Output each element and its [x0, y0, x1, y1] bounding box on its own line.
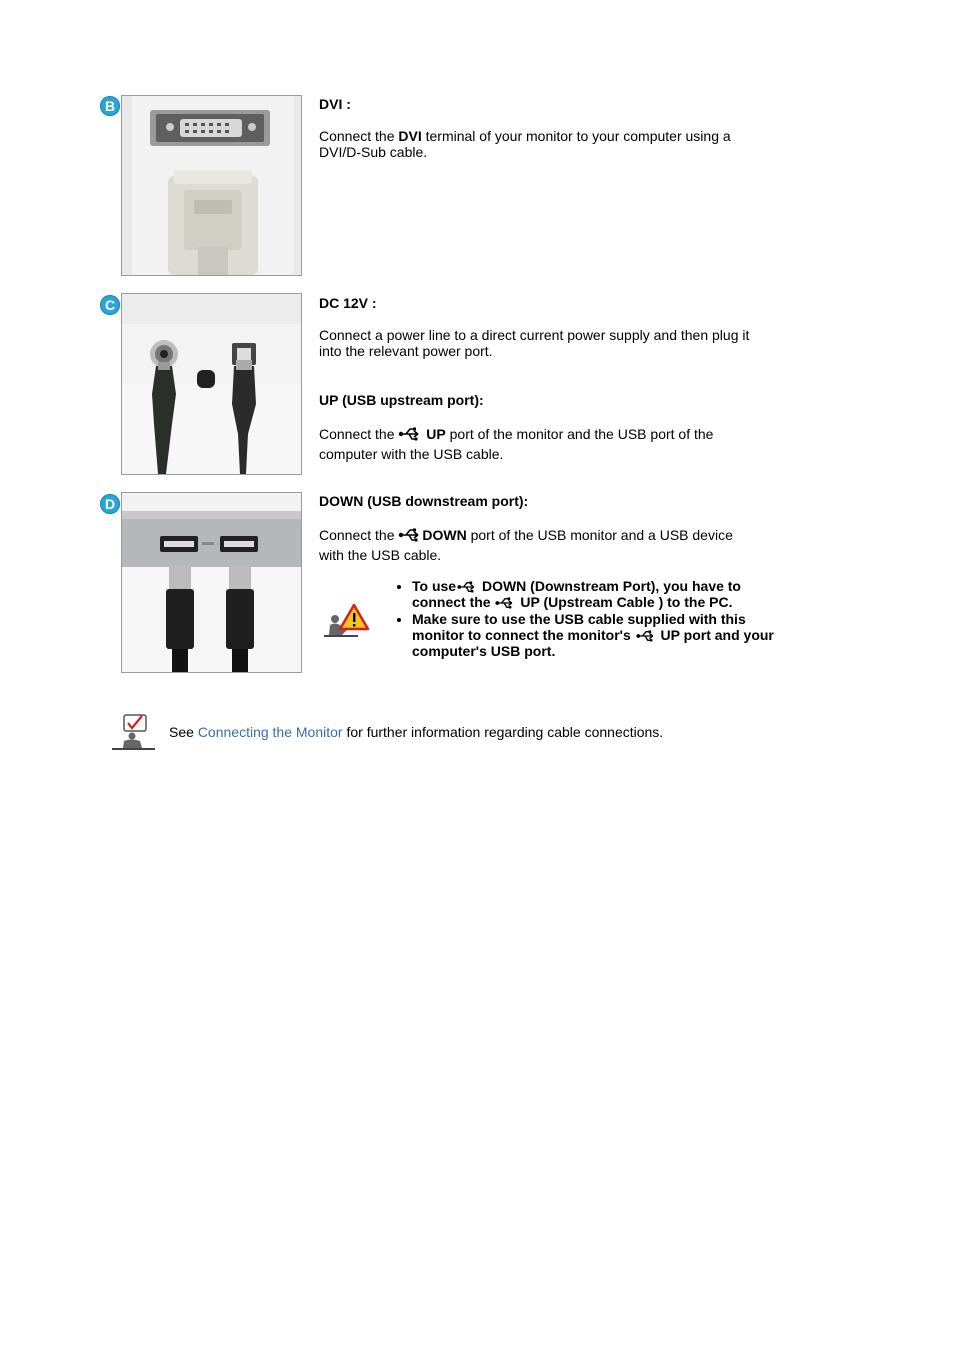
dvi-text-after: terminal of your monitor to your computer using a DVI/D-Sub cable. — [319, 128, 731, 160]
warning1-text-a: To use — [412, 578, 457, 594]
usb-icon — [398, 528, 422, 542]
usb-icon — [635, 630, 657, 642]
dvi-section — [319, 96, 759, 160]
note-text-after: for further information regarding cable connections. — [342, 724, 664, 740]
usb-down-heading: DOWN (USB downstream port): — [319, 493, 529, 509]
warning-icon — [324, 603, 370, 639]
usb-downstream-port-photo — [121, 492, 302, 673]
dc-heading: DC 12V : — [319, 295, 377, 311]
usb-up-text-bold: UP — [426, 426, 446, 442]
section-badge-d: D — [100, 494, 120, 514]
warning1-text-c: UP (Upstream Cable ) to the PC. — [516, 594, 733, 610]
usb-down-section — [319, 493, 759, 565]
warning-item-downstream — [412, 578, 774, 610]
note-text-before: See — [169, 724, 198, 740]
usb-down-text-bold: DOWN — [422, 527, 467, 543]
warning2-text-a: Make sure to use the USB cable supplied with this monitor to connect the monitor's — [412, 611, 746, 643]
usb-up-text-before: Connect the — [319, 426, 399, 442]
usb-icon — [456, 581, 478, 593]
usb-up-description — [319, 424, 759, 464]
dvi-port-photo — [121, 95, 302, 276]
dc-description: Connect a power line to a direct current power supply and then plug it into the relevant power port. — [319, 327, 750, 359]
note-check-icon — [112, 713, 156, 751]
usb-down-text-after: port of the USB monitor and a USB device with the USB cable. — [319, 527, 733, 563]
usb-up-heading: UP (USB upstream port): — [319, 392, 484, 408]
usb-down-text-before: Connect the — [319, 527, 399, 543]
dvi-text-before: Connect the — [319, 128, 399, 144]
dvi-heading: DVI : — [319, 96, 351, 112]
section-badge-b: B — [100, 96, 120, 116]
usb-down-description — [319, 525, 759, 565]
warning1-text-b: DOWN (Downstream Port), you have to connect the — [412, 578, 741, 610]
dvi-description — [319, 128, 759, 160]
dvi-text-bold: DVI — [398, 128, 422, 144]
power-usb-port-photo — [121, 293, 302, 475]
usb-icon — [398, 427, 422, 441]
warning-list — [396, 578, 774, 660]
dc-usb-up-section — [319, 295, 759, 464]
warning2-text-b: UP port and your computer's USB port. — [412, 627, 774, 659]
connecting-monitor-link[interactable]: Connecting the Monitor — [197, 724, 343, 740]
section-badge-c: C — [100, 295, 120, 315]
usb-icon — [494, 597, 516, 609]
usb-up-text-after: port of the monitor and the USB port of the computer with the USB cable. — [319, 426, 714, 462]
warning-item-cable — [412, 611, 774, 659]
note-text — [169, 724, 869, 740]
